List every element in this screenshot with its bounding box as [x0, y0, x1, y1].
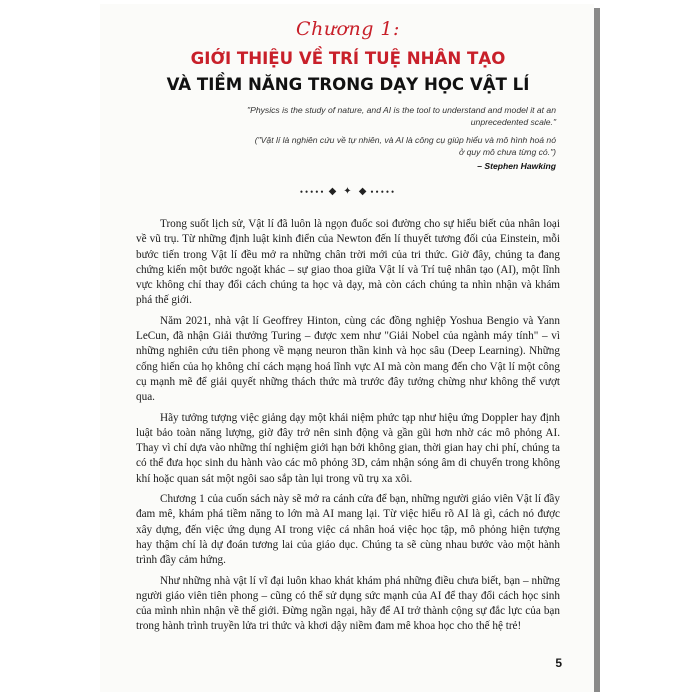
diamond-icon-right: ◆: [358, 186, 368, 197]
page-number: 5: [555, 656, 562, 670]
chapter-title-line1: GIỚI THIỆU VỀ TRÍ TUỆ NHÂN TẠO: [190, 49, 506, 68]
ornamental-divider: [136, 186, 560, 197]
paragraph: Trong suốt lịch sử, Vật lí đã luôn là ngọn đuốc soi đường cho sự hiểu biết của nhân loại về vũ trụ. Từ những định luật kinh điển của Newton đến lí thuyết tương đối của Einstein, mỗi bước tiến trong Vật lí đều mở ra những chân trời mới của tri thức. Giờ đây, chúng ta đang chứng kiến một bước ngoặt khác – sự giao thoa giữa Vật lí và Trí tuệ nhân tạo (AI), một lĩnh vực không chỉ thay đổi cách chúng ta học và dạy, mà còn cách chúng ta nhìn nhận và khám phá thế giới.: [136, 218, 560, 307]
paragraph: Chương 1 của cuốn sách này sẽ mở ra cánh cửa để bạn, những người giáo viên Vật lí đầy đam mê, khám phá tiềm năng to lớn mà AI mang lại. Từ việc hiểu rõ AI là gì, cách nó được xây dựng, đến việc ứng dụng AI trong việc cá nhân hoá việc học tập, mô phỏng hiện tượng hay thậm chí là dự đoán tương lai của giáo dục. Chúng ta sẽ cùng nhau bước vào một hành trình đầy cảm hứng.: [136, 493, 560, 567]
quote-vietnamese-line2: ở quy mô chưa từng có."): [459, 147, 556, 157]
chapter-label: Chương 1:: [296, 18, 400, 40]
quote-vietnamese-line1: ("Vật lí là nghiên cứu về tự nhiên, và AI là công cụ giúp hiểu và mô hình hoá nó: [254, 135, 556, 145]
divider-dots-right: •••••: [370, 186, 397, 197]
paragraph: Như những nhà vật lí vĩ đại luôn khao khát khám phá những điều chưa biết, bạn – những người giáo viên tiên phong – cũng có thể sử dụng sức mạnh của AI để thay đổi cách học sinh của mình nhìn nhận về thế giới. Đừng ngần ngại, hãy để AI trở thành cộng sự đắc lực của bạn trong hành trình truyền lửa tri thức và khơi dậy niềm đam mê khoa học cho thế hệ trẻ!: [136, 574, 560, 633]
quote-author: – Stephen Hawking: [477, 161, 556, 171]
star-icon: ✦: [343, 186, 353, 197]
divider-dots-left: •••••: [299, 186, 326, 197]
chapter-title: [136, 46, 560, 98]
epigraph-quote: [136, 104, 560, 172]
quote-english-line2: unprecedented scale.": [470, 117, 556, 127]
quote-english-line1: "Physics is the study of nature, and AI is the tool to understand and model it at an: [247, 105, 556, 115]
chapter-title-line2: VÀ TIỀM NĂNG TRONG DẠY HỌC VẬT LÍ: [166, 75, 530, 94]
body-text: [136, 217, 560, 635]
book-page: [100, 4, 594, 692]
diamond-icon-left: ◆: [328, 186, 338, 197]
paragraph: Hãy tưởng tượng việc giảng dạy một khái niệm phức tạp như hiệu ứng Doppler hay định luật bảo toàn năng lượng, giờ đây trở nên sinh động và gần gũi hơn nhờ các mô phỏng AI. Thay vì chỉ dựa vào những thí nghiệm giới hạn bởi không gian, thời gian hay chi phí, chúng ta có thể đưa học sinh du hành vào các mô phỏng 3D, cảm nhận sóng âm di chuyển trong không khí hoặc quan sát một ngôi sao sắp tàn lụi trong vũ trụ xa xôi.: [136, 411, 560, 485]
paragraph: Năm 2021, nhà vật lí Geoffrey Hinton, cùng các đồng nghiệp Yoshua Bengio và Yann LeCun, đã nhận Giải thưởng Turing – được xem như "Giải Nobel của ngành máy tính" – vì những nghiên cứu tiên phong về mạng neuron thần kinh và học sâu (Deep Learning). Những cống hiến của họ không chỉ cách mạng hoá lĩnh vực AI mà còn mang đến cho Vật lí một công cụ mạnh mẽ để giải quyết những thách thức mà trước đây tưởng chừng như không thể vượt qua.: [136, 314, 560, 404]
